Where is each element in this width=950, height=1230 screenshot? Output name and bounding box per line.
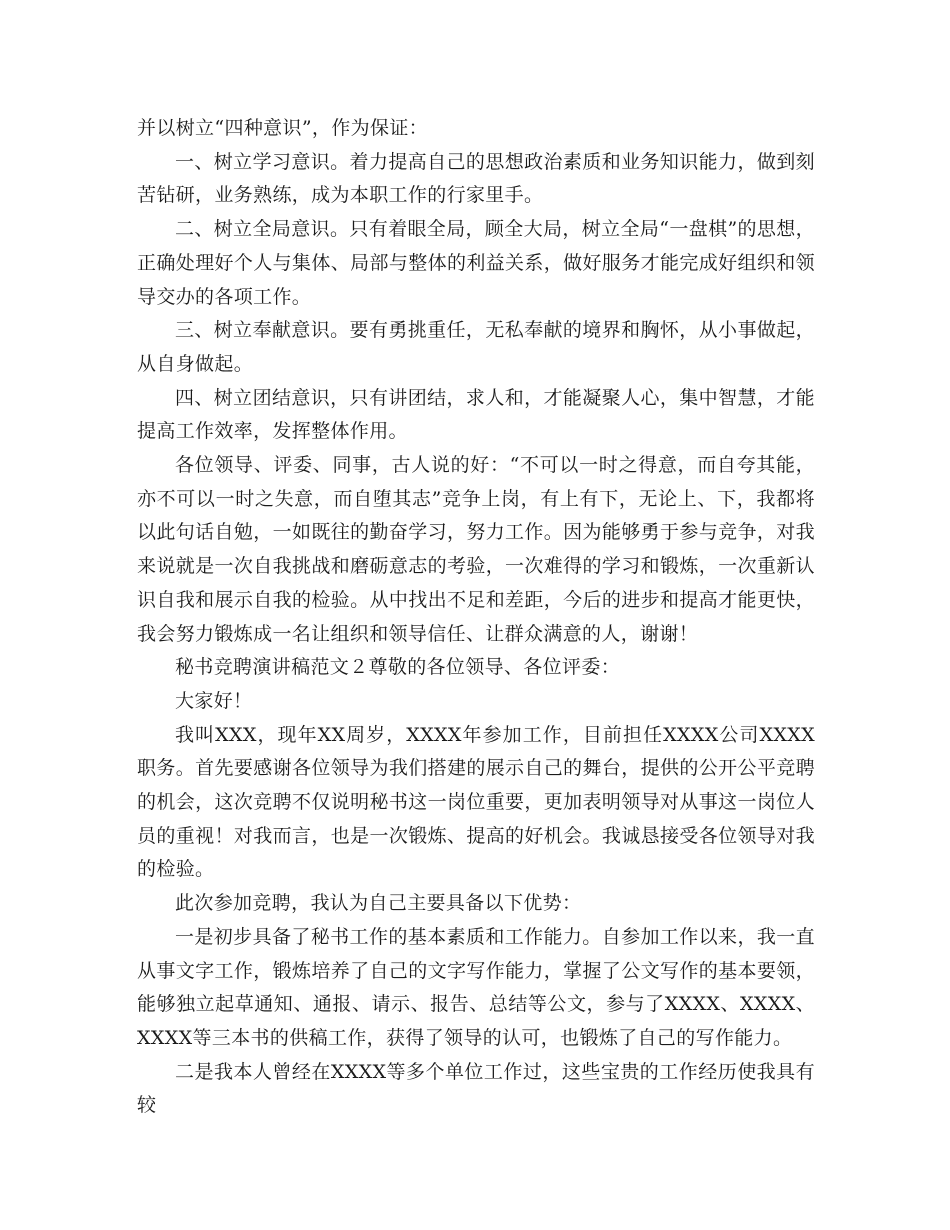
- paragraph-closing-remarks: 各位领导、评委、同事，古人说的好：“不可以一时之得意，而自夸其能，亦不可以一时之失意，而自堕其志”竞争上岗，有上有下，无论上、下，我都将以此句话自勉，一如既往的勤奋学习，努力工作。因为能够勇于参与竞争，对我来说就是一次自我挑战和磨砺意志的考验，一次难得的学习和锻炼，一次重新认识自我和展示自我的检验。从中找出不足和差距，今后的进步和提高才能更快，我会努力锻炼成一名让组织和领导信任、让群众满意的人，谢谢！: [137, 454, 815, 645]
- paragraph-advantage-one: 一是初步具备了秘书工作的基本素质和工作能力。自参加工作以来，我一直从事文字工作，锻炼培养了自己的文字写作能力，掌握了公文写作的基本要领，能够独立起草通知、通报、请示、报告、总结等公文，参与了XXXX、XXXX、XXXX等三本书的供稿工作，获得了领导的认可，也锻炼了自己的写作能力。: [137, 925, 815, 1049]
- paragraph-intro: 并以树立“四种意识”，作为保证：: [137, 117, 429, 139]
- paragraph-greeting: 大家好！: [175, 689, 253, 712]
- paragraph-dedication-awareness: 三、树立奉献意识。要有勇挑重任，无私奉献的境界和胸怀，从小事做起，从自身做起。: [137, 319, 815, 375]
- paragraph-self-introduction: 我叫XXX，现年XX周岁，XXXX年参加工作，目前担任XXXX公司XXXX职务。首先要感谢各位领导为我们搭建的展示自己的舞台，提供的公开公平竞聘的机会，这次竞聘不仅说明秘书这一岗位重要，更加表明领导对从事这一岗位人员的重视！对我而言，也是一次锻炼、提高的好机会。我诚恳接受各位领导对我的检验。: [137, 723, 815, 881]
- paragraph-study-awareness: 一、树立学习意识。着力提高自己的思想政治素质和业务知识能力，做到刻苦钻研，业务熟练，成为本职工作的行家里手。: [137, 150, 815, 207]
- paragraph-advantage-two: 二是我本人曾经在XXXX等多个单位工作过，这些宝贵的工作经历使我具有较: [137, 1060, 815, 1117]
- paragraph-advantages-intro: 此次参加竞聘，我认为自己主要具备以下优势：: [175, 892, 582, 915]
- paragraph-speech-title: 秘书竞聘演讲稿范文２尊敬的各位领导、各位评委：: [175, 656, 621, 679]
- document-body: [137, 112, 815, 1123]
- paragraph-unity-awareness: 四、树立团结意识，只有讲团结，求人和，才能凝聚人心，集中智慧，才能提高工作效率，发挥整体作用。: [137, 386, 815, 443]
- paragraph-overall-awareness: 二、树立全局意识。只有着眼全局，顾全大局，树立全局“一盘棋”的思想，正确处理好个人与集体、局部与整体的利益关系，做好服务才能完成好组织和领导交办的各项工作。: [137, 218, 815, 308]
